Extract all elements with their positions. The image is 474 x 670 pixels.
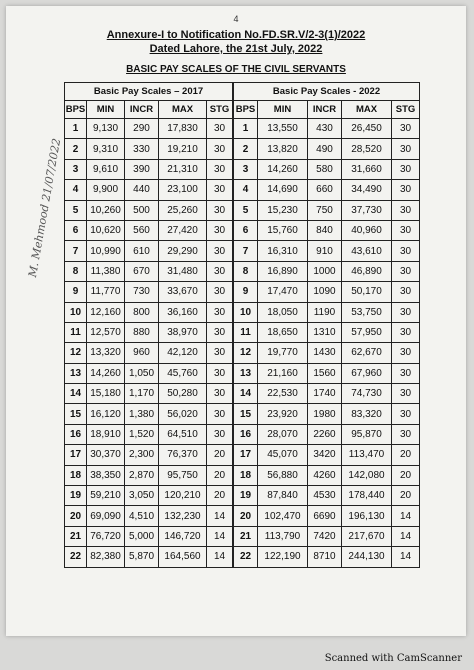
table-cell: 30 bbox=[207, 404, 233, 424]
table-cell: 8 bbox=[65, 261, 87, 281]
table-row bbox=[234, 159, 420, 179]
table-row bbox=[234, 180, 420, 200]
table-cell: 1430 bbox=[308, 343, 342, 363]
table-cell: 27,420 bbox=[159, 220, 207, 240]
table-cell: 15 bbox=[65, 404, 87, 424]
table-cell: 23,100 bbox=[159, 180, 207, 200]
table-row bbox=[65, 486, 233, 506]
table-cell: 57,950 bbox=[342, 322, 392, 342]
table-cell: 13 bbox=[65, 363, 87, 383]
table-cell: 14 bbox=[392, 506, 420, 526]
column-header: INCR bbox=[125, 101, 159, 119]
table-row bbox=[65, 506, 233, 526]
table-cell: 31,480 bbox=[159, 261, 207, 281]
table-cell: 83,320 bbox=[342, 404, 392, 424]
table-cell: 21,310 bbox=[159, 159, 207, 179]
table-row bbox=[65, 322, 233, 342]
table-cell: 610 bbox=[125, 241, 159, 261]
table-cell: 30 bbox=[392, 302, 420, 322]
handwritten-signature bbox=[26, 137, 64, 386]
table-cell: 36,160 bbox=[159, 302, 207, 322]
table-cell: 9,130 bbox=[87, 119, 125, 139]
table-cell: 30 bbox=[392, 119, 420, 139]
table-row bbox=[65, 220, 233, 240]
table-cell: 19,770 bbox=[258, 343, 308, 363]
table-cell: 19,210 bbox=[159, 139, 207, 159]
table-cell: 122,190 bbox=[258, 547, 308, 567]
table-cell: 1190 bbox=[308, 302, 342, 322]
table-row bbox=[234, 486, 420, 506]
table-cell: 11 bbox=[65, 322, 87, 342]
table-cell: 87,840 bbox=[258, 486, 308, 506]
table-cell: 12 bbox=[65, 343, 87, 363]
table-cell: 95,750 bbox=[159, 465, 207, 485]
table-cell: 16,890 bbox=[258, 261, 308, 281]
table-row bbox=[65, 445, 233, 465]
table-row bbox=[65, 200, 233, 220]
table-cell: 1,170 bbox=[125, 384, 159, 404]
table-cell: 42,120 bbox=[159, 343, 207, 363]
table-row bbox=[65, 384, 233, 404]
table-row bbox=[65, 343, 233, 363]
table-2017 bbox=[64, 82, 233, 568]
table-cell: 4,510 bbox=[125, 506, 159, 526]
table-cell: 2 bbox=[234, 139, 258, 159]
table-cell: 22 bbox=[65, 547, 87, 567]
table-cell: 30 bbox=[392, 261, 420, 281]
table-cell: 26,450 bbox=[342, 119, 392, 139]
table-cell: 21,160 bbox=[258, 363, 308, 383]
table-cell: 37,730 bbox=[342, 200, 392, 220]
table-cell: 30 bbox=[207, 343, 233, 363]
table-cell: 30 bbox=[207, 241, 233, 261]
table-cell: 15 bbox=[234, 404, 258, 424]
table-cell: 113,470 bbox=[342, 445, 392, 465]
table-cell: 30 bbox=[207, 220, 233, 240]
table-cell: 14 bbox=[234, 384, 258, 404]
table-cell: 22,530 bbox=[258, 384, 308, 404]
table-cell: 28,070 bbox=[258, 424, 308, 444]
table-row bbox=[234, 445, 420, 465]
table-row bbox=[234, 526, 420, 546]
table-cell: 50,280 bbox=[159, 384, 207, 404]
table-cell: 18 bbox=[65, 465, 87, 485]
table-cell: 1560 bbox=[308, 363, 342, 383]
table-row bbox=[65, 119, 233, 139]
table-cell: 30 bbox=[392, 159, 420, 179]
table-cell: 15,760 bbox=[258, 220, 308, 240]
table-row bbox=[234, 465, 420, 485]
table-row bbox=[234, 343, 420, 363]
table-cell: 22 bbox=[234, 547, 258, 567]
table-cell: 840 bbox=[308, 220, 342, 240]
table-cell: 142,080 bbox=[342, 465, 392, 485]
table-cell: 3420 bbox=[308, 445, 342, 465]
column-header: BPS bbox=[234, 101, 258, 119]
table-cell: 1000 bbox=[308, 261, 342, 281]
table-cell: 4530 bbox=[308, 486, 342, 506]
table-row bbox=[234, 424, 420, 444]
table-cell: 18,050 bbox=[258, 302, 308, 322]
table-cell: 3 bbox=[234, 159, 258, 179]
table-cell: 16,310 bbox=[258, 241, 308, 261]
table-cell: 5,000 bbox=[125, 526, 159, 546]
table-cell: 30 bbox=[207, 302, 233, 322]
title-line-2: Dated Lahore, the 21st July, 2022 bbox=[149, 43, 323, 55]
table-cell: 580 bbox=[308, 159, 342, 179]
table-cell: 30 bbox=[207, 200, 233, 220]
table-cell: 30 bbox=[207, 363, 233, 383]
table-cell: 132,230 bbox=[159, 506, 207, 526]
table-cell: 1,520 bbox=[125, 424, 159, 444]
table-cell: 19 bbox=[65, 486, 87, 506]
table-cell: 14 bbox=[207, 506, 233, 526]
table-cell: 20 bbox=[234, 506, 258, 526]
table-cell: 6 bbox=[234, 220, 258, 240]
table-cell: 45,070 bbox=[258, 445, 308, 465]
table-cell: 76,720 bbox=[87, 526, 125, 546]
table-row bbox=[65, 547, 233, 567]
table-cell: 12,160 bbox=[87, 302, 125, 322]
table-cell: 11,380 bbox=[87, 261, 125, 281]
table-cell: 16,120 bbox=[87, 404, 125, 424]
table-cell: 500 bbox=[125, 200, 159, 220]
table-row bbox=[65, 180, 233, 200]
table-cell: 1740 bbox=[308, 384, 342, 404]
table-2017-caption: Basic Pay Scales – 2017 bbox=[65, 83, 233, 101]
table-cell: 330 bbox=[125, 139, 159, 159]
table-cell: 30 bbox=[392, 384, 420, 404]
table-cell: 50,170 bbox=[342, 282, 392, 302]
table-row bbox=[65, 261, 233, 281]
title-line-1: Annexure-I to Notification No.FD.SR.V/2-3(1)/2022 bbox=[106, 29, 366, 41]
table-cell: 2260 bbox=[308, 424, 342, 444]
column-header: MAX bbox=[159, 101, 207, 119]
table-cell: 14 bbox=[65, 384, 87, 404]
table-cell: 490 bbox=[308, 139, 342, 159]
table-cell: 13,820 bbox=[258, 139, 308, 159]
table-cell: 13,320 bbox=[87, 343, 125, 363]
table-2022-caption: Basic Pay Scales - 2022 bbox=[234, 83, 420, 101]
table-cell: 38,970 bbox=[159, 322, 207, 342]
table-cell: 69,090 bbox=[87, 506, 125, 526]
table-row bbox=[234, 363, 420, 383]
table-cell: 29,290 bbox=[159, 241, 207, 261]
table-cell: 30 bbox=[392, 343, 420, 363]
table-cell: 2,870 bbox=[125, 465, 159, 485]
table-row bbox=[234, 404, 420, 424]
table-cell: 10,260 bbox=[87, 200, 125, 220]
table-cell: 440 bbox=[125, 180, 159, 200]
table-cell: 45,760 bbox=[159, 363, 207, 383]
table-row bbox=[234, 241, 420, 261]
table-cell: 730 bbox=[125, 282, 159, 302]
table-cell: 1310 bbox=[308, 322, 342, 342]
table-cell: 30 bbox=[392, 322, 420, 342]
table-row bbox=[65, 302, 233, 322]
table-cell: 14,690 bbox=[258, 180, 308, 200]
scanner-watermark: Scanned with CamScanner bbox=[324, 653, 462, 664]
table-cell: 67,960 bbox=[342, 363, 392, 383]
table-cell: 30 bbox=[392, 180, 420, 200]
table-cell: 30 bbox=[392, 424, 420, 444]
table-cell: 390 bbox=[125, 159, 159, 179]
table-cell: 15,180 bbox=[87, 384, 125, 404]
table-cell: 217,670 bbox=[342, 526, 392, 546]
table-cell: 30 bbox=[207, 424, 233, 444]
column-header: STG bbox=[392, 101, 420, 119]
table-cell: 1980 bbox=[308, 404, 342, 424]
table-cell: 10 bbox=[234, 302, 258, 322]
column-header: STG bbox=[207, 101, 233, 119]
table-row bbox=[234, 302, 420, 322]
table-cell: 30 bbox=[392, 363, 420, 383]
table-cell: 16 bbox=[234, 424, 258, 444]
table-cell: 9 bbox=[65, 282, 87, 302]
table-cell: 4 bbox=[65, 180, 87, 200]
table-cell: 15,230 bbox=[258, 200, 308, 220]
table-cell: 17,470 bbox=[258, 282, 308, 302]
table-cell: 30 bbox=[392, 139, 420, 159]
table-cell: 4 bbox=[234, 180, 258, 200]
table-cell: 43,610 bbox=[342, 241, 392, 261]
column-header: MAX bbox=[342, 101, 392, 119]
table-cell: 2 bbox=[65, 139, 87, 159]
table-cell: 1090 bbox=[308, 282, 342, 302]
table-cell: 560 bbox=[125, 220, 159, 240]
table-cell: 3,050 bbox=[125, 486, 159, 506]
table-row bbox=[234, 261, 420, 281]
table-cell: 95,870 bbox=[342, 424, 392, 444]
table-row bbox=[65, 424, 233, 444]
table-cell: 880 bbox=[125, 322, 159, 342]
table-cell: 20 bbox=[207, 465, 233, 485]
table-cell: 1,050 bbox=[125, 363, 159, 383]
table-row bbox=[65, 404, 233, 424]
column-header: BPS bbox=[65, 101, 87, 119]
table-cell: 20 bbox=[207, 445, 233, 465]
table-cell: 30 bbox=[207, 159, 233, 179]
table-cell: 11 bbox=[234, 322, 258, 342]
table-cell: 430 bbox=[308, 119, 342, 139]
table-2022 bbox=[233, 82, 420, 568]
table-cell: 7 bbox=[65, 241, 87, 261]
table-cell: 30 bbox=[392, 241, 420, 261]
table-row bbox=[65, 159, 233, 179]
table-cell: 1,380 bbox=[125, 404, 159, 424]
document-page bbox=[6, 6, 466, 636]
table-cell: 8710 bbox=[308, 547, 342, 567]
table-cell: 20 bbox=[207, 486, 233, 506]
table-cell: 910 bbox=[308, 241, 342, 261]
table-cell: 53,750 bbox=[342, 302, 392, 322]
table-row bbox=[234, 547, 420, 567]
table-cell: 40,960 bbox=[342, 220, 392, 240]
table-row bbox=[234, 220, 420, 240]
table-cell: 19 bbox=[234, 486, 258, 506]
table-row bbox=[234, 322, 420, 342]
table-row bbox=[65, 363, 233, 383]
table-cell: 5 bbox=[234, 200, 258, 220]
table-cell: 20 bbox=[65, 506, 87, 526]
table-cell: 750 bbox=[308, 200, 342, 220]
table-row bbox=[65, 282, 233, 302]
table-cell: 14 bbox=[392, 547, 420, 567]
table-cell: 20 bbox=[392, 445, 420, 465]
table-cell: 660 bbox=[308, 180, 342, 200]
table-cell: 102,470 bbox=[258, 506, 308, 526]
table-cell: 18,910 bbox=[87, 424, 125, 444]
table-cell: 9,310 bbox=[87, 139, 125, 159]
table-cell: 30 bbox=[392, 404, 420, 424]
table-cell: 17,830 bbox=[159, 119, 207, 139]
table-cell: 1 bbox=[234, 119, 258, 139]
table-cell: 82,380 bbox=[87, 547, 125, 567]
table-cell: 14 bbox=[207, 547, 233, 567]
table-cell: 30,370 bbox=[87, 445, 125, 465]
column-header: INCR bbox=[308, 101, 342, 119]
table-cell: 120,210 bbox=[159, 486, 207, 506]
table-row bbox=[65, 526, 233, 546]
table-cell: 178,440 bbox=[342, 486, 392, 506]
table-row bbox=[65, 465, 233, 485]
table-cell: 17 bbox=[234, 445, 258, 465]
table-cell: 33,670 bbox=[159, 282, 207, 302]
table-cell: 3 bbox=[65, 159, 87, 179]
column-header: MIN bbox=[258, 101, 308, 119]
table-cell: 30 bbox=[392, 220, 420, 240]
table-cell: 17 bbox=[65, 445, 87, 465]
table-cell: 30 bbox=[207, 282, 233, 302]
table-cell: 196,130 bbox=[342, 506, 392, 526]
table-cell: 5,870 bbox=[125, 547, 159, 567]
table-cell: 30 bbox=[392, 282, 420, 302]
table-cell: 11,770 bbox=[87, 282, 125, 302]
table-cell: 9,610 bbox=[87, 159, 125, 179]
table-cell: 30 bbox=[207, 322, 233, 342]
table-cell: 670 bbox=[125, 261, 159, 281]
table-cell: 38,350 bbox=[87, 465, 125, 485]
table-row bbox=[65, 241, 233, 261]
table-cell: 1 bbox=[65, 119, 87, 139]
page-number: 4 bbox=[233, 14, 239, 24]
table-cell: 14 bbox=[392, 526, 420, 546]
table-cell: 14,260 bbox=[258, 159, 308, 179]
table-cell: 800 bbox=[125, 302, 159, 322]
table-cell: 62,670 bbox=[342, 343, 392, 363]
table-cell: 18,650 bbox=[258, 322, 308, 342]
table-cell: 8 bbox=[234, 261, 258, 281]
table-row bbox=[234, 282, 420, 302]
table-cell: 21 bbox=[234, 526, 258, 546]
table-cell: 7 bbox=[234, 241, 258, 261]
column-header: MIN bbox=[87, 101, 125, 119]
table-cell: 64,510 bbox=[159, 424, 207, 444]
table-row bbox=[234, 200, 420, 220]
table-cell: 30 bbox=[207, 119, 233, 139]
signature-text: M. Mehmood 21/07/2022 bbox=[26, 137, 64, 279]
table-cell: 59,210 bbox=[87, 486, 125, 506]
table-row bbox=[234, 384, 420, 404]
table-cell: 23,920 bbox=[258, 404, 308, 424]
table-cell: 12 bbox=[234, 343, 258, 363]
document-title bbox=[6, 28, 466, 56]
table-cell: 20 bbox=[392, 486, 420, 506]
table-cell: 9,900 bbox=[87, 180, 125, 200]
table-cell: 74,730 bbox=[342, 384, 392, 404]
table-cell: 30 bbox=[207, 261, 233, 281]
table-cell: 9 bbox=[234, 282, 258, 302]
table-cell: 13 bbox=[234, 363, 258, 383]
table-cell: 30 bbox=[207, 180, 233, 200]
table-cell: 6690 bbox=[308, 506, 342, 526]
table-cell: 14 bbox=[207, 526, 233, 546]
table-cell: 25,260 bbox=[159, 200, 207, 220]
table-cell: 34,490 bbox=[342, 180, 392, 200]
table-row bbox=[234, 139, 420, 159]
document-subtitle: BASIC PAY SCALES OF THE CIVIL SERVANTS bbox=[126, 64, 346, 75]
table-cell: 164,560 bbox=[159, 547, 207, 567]
table-cell: 290 bbox=[125, 119, 159, 139]
table-cell: 46,890 bbox=[342, 261, 392, 281]
table-cell: 30 bbox=[207, 139, 233, 159]
table-cell: 10,620 bbox=[87, 220, 125, 240]
table-cell: 56,880 bbox=[258, 465, 308, 485]
table-row bbox=[234, 506, 420, 526]
table-cell: 14,260 bbox=[87, 363, 125, 383]
table-cell: 244,130 bbox=[342, 547, 392, 567]
table-cell: 10 bbox=[65, 302, 87, 322]
table-cell: 146,720 bbox=[159, 526, 207, 546]
table-cell: 13,550 bbox=[258, 119, 308, 139]
table-cell: 960 bbox=[125, 343, 159, 363]
table-cell: 4260 bbox=[308, 465, 342, 485]
table-cell: 7420 bbox=[308, 526, 342, 546]
table-cell: 113,790 bbox=[258, 526, 308, 546]
table-cell: 56,020 bbox=[159, 404, 207, 424]
table-cell: 10,990 bbox=[87, 241, 125, 261]
table-cell: 2,300 bbox=[125, 445, 159, 465]
table-cell: 6 bbox=[65, 220, 87, 240]
table-cell: 21 bbox=[65, 526, 87, 546]
table-cell: 30 bbox=[207, 384, 233, 404]
table-cell: 30 bbox=[392, 200, 420, 220]
table-cell: 5 bbox=[65, 200, 87, 220]
table-cell: 12,570 bbox=[87, 322, 125, 342]
table-cell: 16 bbox=[65, 424, 87, 444]
table-row bbox=[234, 119, 420, 139]
table-cell: 18 bbox=[234, 465, 258, 485]
table-row bbox=[65, 139, 233, 159]
table-cell: 28,520 bbox=[342, 139, 392, 159]
pay-scale-tables bbox=[64, 82, 420, 568]
table-cell: 20 bbox=[392, 465, 420, 485]
table-cell: 76,370 bbox=[159, 445, 207, 465]
table-cell: 31,660 bbox=[342, 159, 392, 179]
